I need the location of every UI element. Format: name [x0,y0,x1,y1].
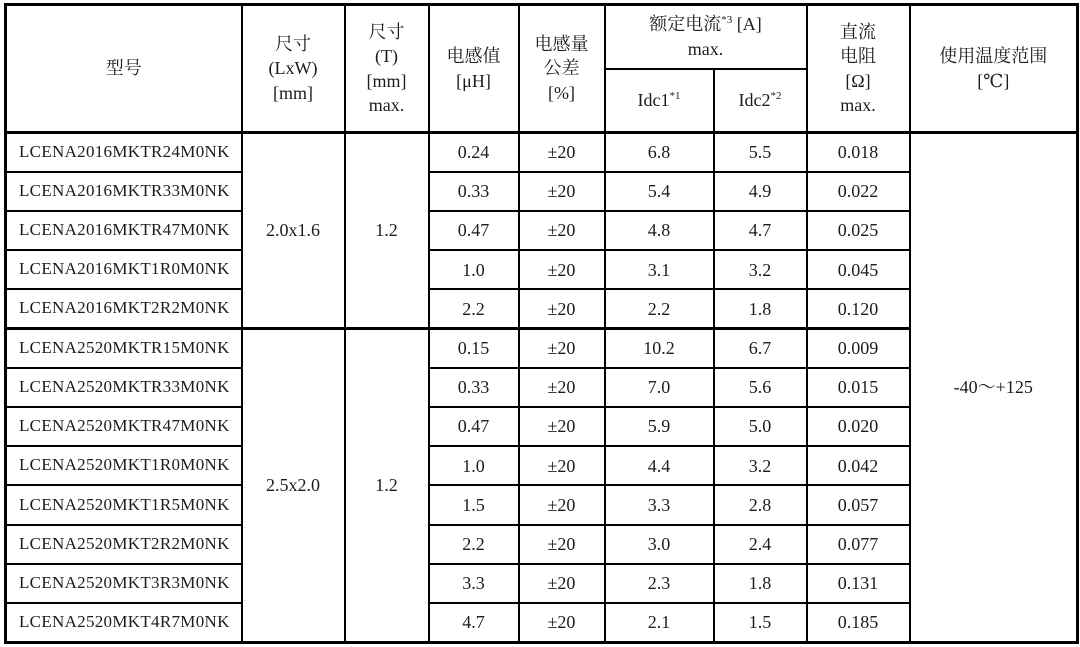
idc2-cell: 5.5 [714,133,807,172]
tolerance-cell: ±20 [519,525,605,564]
col-header-size-t: 尺寸 (T) [mm] max. [345,5,429,133]
size-t-cell: 1.2 [345,329,429,643]
idc2-cell: 1.8 [714,564,807,603]
inductance-cell: 1.0 [429,250,519,289]
model-cell: LCENA2016MKT1R0M0NK [6,250,242,289]
idc1-cell: 10.2 [605,329,714,368]
idc1-cell: 2.3 [605,564,714,603]
model-cell: LCENA2520MKT2R2M0NK [6,525,242,564]
idc2-footnote: *2 [770,90,782,103]
inductance-cell: 2.2 [429,289,519,328]
model-cell: LCENA2520MKT1R5M0NK [6,485,242,524]
idc2-cell: 5.6 [714,368,807,407]
inductance-cell: 0.33 [429,172,519,211]
model-cell: LCENA2016MKT2R2M0NK [6,289,242,328]
table-row [6,133,1078,172]
header-row-1 [6,5,1078,69]
idc1-cell: 5.9 [605,407,714,446]
col-header-idc2: Idc2$^{*2}$ [714,69,807,133]
idc1-cell: 3.1 [605,250,714,289]
dcr-cell: 0.185 [807,603,910,642]
inductance-cell: 1.5 [429,485,519,524]
idc2-cell: 6.7 [714,329,807,368]
tolerance-cell: ±20 [519,289,605,328]
idc2-cell: 3.2 [714,250,807,289]
col-header-idc1: Idc1$^{*1}$ [605,69,714,133]
inductance-cell: 3.3 [429,564,519,603]
inductance-cell: 4.7 [429,603,519,642]
col-header-size-lxw: 尺寸 (LxW) [mm] [242,5,345,133]
idc1-cell: 3.3 [605,485,714,524]
idc2-cell: 2.4 [714,525,807,564]
dcr-cell: 0.045 [807,250,910,289]
dcr-cell: 0.057 [807,485,910,524]
inductor-spec-table [4,3,1079,644]
idc1-cell: 2.2 [605,289,714,328]
size-lxw-cell: 2.5x2.0 [242,329,345,643]
col-header-rated-current: 额定电流$^{*3}$ [A] max. [605,5,807,69]
dcr-cell: 0.022 [807,172,910,211]
size-t-cell: 1.2 [345,133,429,329]
idc2-cell: 1.5 [714,603,807,642]
idc2-cell: 2.8 [714,485,807,524]
model-cell: LCENA2016MKTR33M0NK [6,172,242,211]
idc1-cell: 4.8 [605,211,714,250]
inductance-cell: 1.0 [429,446,519,485]
idc1-cell: 3.0 [605,525,714,564]
tolerance-cell: ±20 [519,485,605,524]
idc1-cell: 6.8 [605,133,714,172]
idc1-cell: 7.0 [605,368,714,407]
dcr-cell: 0.018 [807,133,910,172]
model-cell: LCENA2016MKTR47M0NK [6,211,242,250]
dcr-cell: 0.020 [807,407,910,446]
col-header-inductance: 电感值 [μH] [429,5,519,133]
model-cell: LCENA2520MKT4R7M0NK [6,603,242,642]
rated-current-footnote: *3 [721,14,733,27]
model-cell: LCENA2520MKT1R0M0NK [6,446,242,485]
col-header-dc-resistance: 直流 电阻 [Ω] max. [807,5,910,133]
dcr-cell: 0.009 [807,329,910,368]
col-header-model-label: 型号 [105,58,142,79]
inductance-cell: 2.2 [429,525,519,564]
dcr-cell: 0.131 [807,564,910,603]
temp-range-cell: -40～+125 [910,133,1078,643]
dcr-cell: 0.077 [807,525,910,564]
idc2-cell: 3.2 [714,446,807,485]
idc1-cell: 4.4 [605,446,714,485]
tolerance-cell: ±20 [519,133,605,172]
inductance-cell: 0.24 [429,133,519,172]
model-cell: LCENA2520MKTR47M0NK [6,407,242,446]
tolerance-cell: ±20 [519,407,605,446]
tolerance-cell: ±20 [519,603,605,642]
tolerance-cell: ±20 [519,446,605,485]
idc2-cell: 4.7 [714,211,807,250]
tolerance-cell: ±20 [519,172,605,211]
inductance-cell: 0.33 [429,368,519,407]
model-cell: LCENA2520MKTR15M0NK [6,329,242,368]
dcr-cell: 0.120 [807,289,910,328]
idc1-cell: 5.4 [605,172,714,211]
inductance-cell: 0.15 [429,329,519,368]
model-cell: LCENA2016MKTR24M0NK [6,133,242,172]
tolerance-cell: ±20 [519,211,605,250]
idc1-footnote: *1 [669,90,681,103]
idc2-cell: 4.9 [714,172,807,211]
size-lxw-cell: 2.0x1.6 [242,133,345,329]
model-cell: LCENA2520MKT3R3M0NK [6,564,242,603]
model-cell: LCENA2520MKTR33M0NK [6,368,242,407]
col-header-tolerance: 电感量 公差 [%] [519,5,605,133]
idc2-cell: 5.0 [714,407,807,446]
dcr-cell: 0.015 [807,368,910,407]
tolerance-cell: ±20 [519,250,605,289]
tolerance-cell: ±20 [519,368,605,407]
dcr-cell: 0.025 [807,211,910,250]
tolerance-cell: ±20 [519,564,605,603]
col-header-temp-range: 使用温度范围 [℃] [910,5,1078,133]
tolerance-cell: ±20 [519,329,605,368]
col-header-model [6,5,242,133]
idc2-cell: 1.8 [714,289,807,328]
inductance-cell: 0.47 [429,407,519,446]
inductance-cell: 0.47 [429,211,519,250]
dcr-cell: 0.042 [807,446,910,485]
idc1-cell: 2.1 [605,603,714,642]
